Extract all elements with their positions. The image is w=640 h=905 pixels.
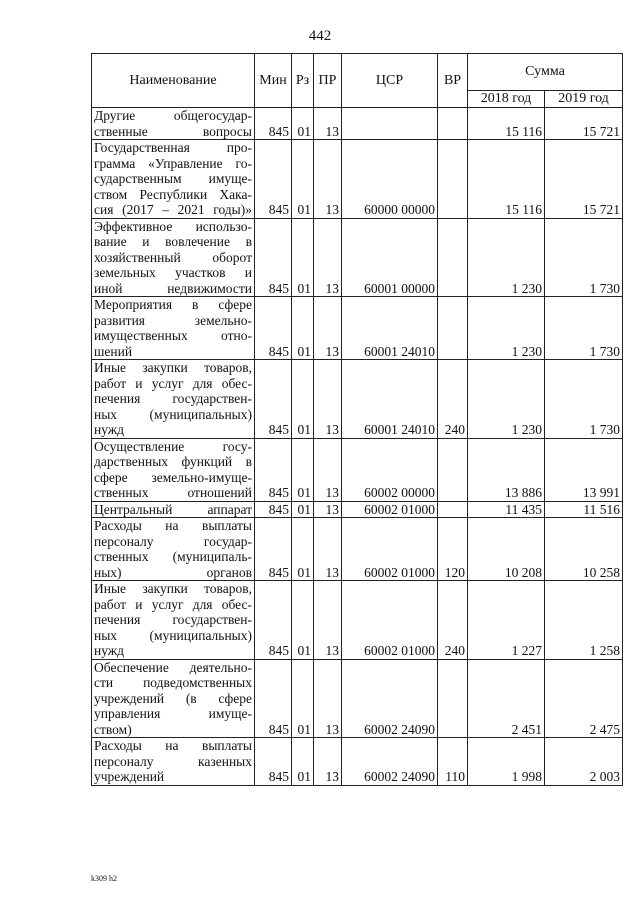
row-name	[92, 659, 255, 738]
table-header	[92, 54, 623, 108]
row-name-line: земельных участков и	[94, 265, 252, 280]
table-row	[92, 501, 623, 518]
header-rz: Рз	[292, 54, 314, 108]
table-row	[92, 659, 623, 738]
row-sum-2019: 1 730	[545, 297, 623, 360]
header-min: Мин	[255, 54, 292, 108]
row-csr: 60002 01000	[342, 581, 438, 660]
row-name-line: ственных отношений	[94, 485, 252, 500]
header-vr: ВР	[438, 54, 468, 108]
row-pr: 13	[314, 738, 342, 786]
header-year-2018: 2018 год	[468, 91, 545, 108]
row-name	[92, 581, 255, 660]
row-csr: 60002 00000	[342, 438, 438, 501]
row-sum-2019: 2 003	[545, 738, 623, 786]
row-sum-2018: 1 998	[468, 738, 545, 786]
row-sum-2018: 13 886	[468, 438, 545, 501]
row-name-line: Эффективное использо-	[94, 218, 252, 234]
row-pr: 13	[314, 438, 342, 501]
row-min: 845	[255, 360, 292, 439]
row-name-line: шений	[94, 343, 133, 359]
row-pr: 13	[314, 218, 342, 297]
row-min: 845	[255, 218, 292, 297]
row-min: 845	[255, 659, 292, 738]
row-name-line: печения государствен-	[94, 612, 252, 627]
row-name	[92, 108, 255, 140]
table-row	[92, 297, 623, 360]
row-csr: 60002 01000	[342, 501, 438, 518]
row-vr	[438, 108, 468, 140]
row-csr	[342, 108, 438, 140]
row-sum-2019: 1 258	[545, 581, 623, 660]
row-rz: 01	[292, 659, 314, 738]
row-sum-2018: 1 230	[468, 360, 545, 439]
row-name-line: ственные вопросы	[94, 123, 252, 139]
row-sum-2018: 15 116	[468, 140, 545, 219]
row-name-line: ством)	[94, 721, 132, 737]
row-name-line: сударственным имуще-	[94, 171, 252, 186]
row-name-line: Мероприятия в сфере	[94, 297, 252, 312]
row-name-line: нужд	[94, 643, 124, 658]
row-sum-2018: 11 435	[468, 501, 545, 518]
row-sum-2018: 10 208	[468, 518, 545, 581]
row-sum-2018: 1 230	[468, 297, 545, 360]
row-vr: 240	[438, 581, 468, 660]
row-rz: 01	[292, 438, 314, 501]
row-pr: 13	[314, 581, 342, 660]
row-sum-2019: 10 258	[545, 518, 623, 581]
row-name	[92, 297, 255, 360]
row-name	[92, 501, 255, 518]
row-name-line: Осуществление госу-	[94, 438, 252, 454]
row-pr: 13	[314, 108, 342, 140]
row-name-line: ством Республики Хака-	[94, 186, 252, 202]
row-csr: 60002 24090	[342, 738, 438, 786]
row-name	[92, 360, 255, 439]
row-rz: 01	[292, 140, 314, 219]
table-row	[92, 738, 623, 786]
row-name-line: персоналу государ-	[94, 533, 252, 549]
row-sum-2019: 15 721	[545, 108, 623, 140]
row-name-line: работ и услуг для обес-	[94, 596, 252, 612]
row-vr	[438, 218, 468, 297]
header-csr: ЦСР	[342, 54, 438, 108]
row-sum-2019: 2 475	[545, 659, 623, 738]
header-name: Наименование	[92, 54, 255, 108]
row-csr: 60002 24090	[342, 659, 438, 738]
row-min: 845	[255, 438, 292, 501]
row-pr: 13	[314, 297, 342, 360]
row-min: 845	[255, 297, 292, 360]
row-name-line: Государственная про-	[94, 140, 252, 155]
row-sum-2019: 1 730	[545, 218, 623, 297]
row-name	[92, 140, 255, 219]
row-name-line: ных) органов	[94, 564, 252, 580]
row-name-line: печения государствен-	[94, 391, 252, 406]
row-csr: 60001 00000	[342, 218, 438, 297]
row-pr: 13	[314, 659, 342, 738]
row-pr: 13	[314, 360, 342, 439]
table-row	[92, 518, 623, 581]
row-sum-2019: 1 730	[545, 360, 623, 439]
row-name	[92, 518, 255, 581]
header-sum: Сумма	[468, 54, 623, 91]
budget-table	[91, 53, 623, 786]
row-name-line: ных (муниципальных)	[94, 406, 252, 422]
header-pr: ПР	[314, 54, 342, 108]
row-name	[92, 218, 255, 297]
row-rz: 01	[292, 501, 314, 518]
row-sum-2019: 11 516	[545, 501, 623, 518]
row-name-line: нужд	[94, 422, 124, 437]
row-rz: 01	[292, 738, 314, 786]
row-name-line: имущественных отно-	[94, 328, 252, 343]
row-name	[92, 738, 255, 786]
row-pr: 13	[314, 501, 342, 518]
row-min: 845	[255, 501, 292, 518]
row-name-line: иной недвижимости	[94, 280, 252, 296]
row-name-line: Расходы на выплаты	[94, 738, 252, 753]
row-name-line: хозяйственный оборот	[94, 249, 252, 265]
row-name	[92, 438, 255, 501]
table-row	[92, 581, 623, 660]
row-csr: 60000 00000	[342, 140, 438, 219]
row-name-line: сия (2017 – 2021 годы)»	[94, 202, 252, 217]
row-vr	[438, 659, 468, 738]
row-sum-2018: 1 230	[468, 218, 545, 297]
row-pr: 13	[314, 140, 342, 219]
row-name-line: персоналу казенных	[94, 753, 252, 769]
row-vr	[438, 140, 468, 219]
row-name-line: вание и вовлечение в	[94, 234, 252, 249]
row-vr: 110	[438, 738, 468, 786]
row-name-line: сти подведомственных	[94, 675, 252, 690]
header-year-2019: 2019 год	[545, 91, 623, 108]
row-min: 845	[255, 581, 292, 660]
row-name-line: Другие общегосудар-	[94, 108, 252, 123]
row-vr: 120	[438, 518, 468, 581]
row-name-line: Иные закупки товаров,	[94, 581, 252, 596]
row-sum-2018: 1 227	[468, 581, 545, 660]
row-rz: 01	[292, 360, 314, 439]
row-name-line: ных (муниципальных)	[94, 627, 252, 643]
row-rz: 01	[292, 297, 314, 360]
row-vr: 240	[438, 360, 468, 439]
row-rz: 01	[292, 108, 314, 140]
row-name-line: ственных (муниципаль-	[94, 549, 252, 564]
row-csr: 60001 24010	[342, 360, 438, 439]
row-vr	[438, 501, 468, 518]
row-vr	[438, 297, 468, 360]
row-name-line: учреждений (в сфере	[94, 690, 252, 706]
row-name-line: грамма «Управление го-	[94, 155, 252, 171]
row-vr	[438, 438, 468, 501]
row-name-line: управления имуще-	[94, 706, 252, 721]
row-rz: 01	[292, 518, 314, 581]
table-row	[92, 438, 623, 501]
row-sum-2019: 15 721	[545, 140, 623, 219]
row-min: 845	[255, 108, 292, 140]
row-name-line: учреждений	[94, 769, 165, 784]
footer-code: k309 h2	[91, 874, 117, 883]
table-row	[92, 108, 623, 140]
row-min: 845	[255, 140, 292, 219]
table-row	[92, 218, 623, 297]
row-name-line: развития земельно-	[94, 312, 252, 328]
row-sum-2018: 15 116	[468, 108, 545, 140]
row-name-line: Иные закупки товаров,	[94, 360, 252, 375]
row-min: 845	[255, 738, 292, 786]
page-number: 442	[308, 28, 332, 44]
row-sum-2019: 13 991	[545, 438, 623, 501]
row-rz: 01	[292, 581, 314, 660]
table-row	[92, 360, 623, 439]
row-name-line: сфере земельно-имуще-	[94, 469, 252, 485]
row-name-line: дарственных функций в	[94, 454, 252, 469]
row-csr: 60001 24010	[342, 297, 438, 360]
table-row	[92, 140, 623, 219]
row-name-line: Расходы на выплаты	[94, 518, 252, 533]
table-body	[92, 108, 623, 786]
row-rz: 01	[292, 218, 314, 297]
row-name-line: работ и услуг для обес-	[94, 375, 252, 391]
row-sum-2018: 2 451	[468, 659, 545, 738]
row-name-line: Центральный аппарат	[94, 501, 252, 517]
row-csr: 60002 01000	[342, 518, 438, 581]
row-name-line: Обеспечение деятельно-	[94, 659, 252, 675]
row-min: 845	[255, 518, 292, 581]
row-pr: 13	[314, 518, 342, 581]
